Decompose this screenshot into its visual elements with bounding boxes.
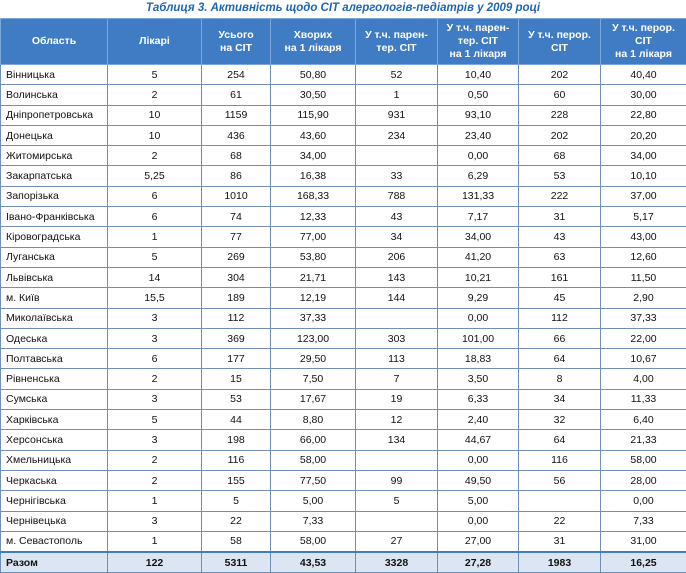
parenteral-sit-cell: 34 xyxy=(356,227,438,247)
region-cell: Хмельницька xyxy=(1,450,108,470)
doctors-cell: 5,25 xyxy=(108,166,202,186)
total-sit-cell: 369 xyxy=(202,328,271,348)
table-row xyxy=(1,450,686,470)
header-oral-sit: У т.ч. перор. СІТ xyxy=(519,19,601,65)
patients-per-doctor-cell: 77,50 xyxy=(271,470,356,490)
total-sit-cell: 74 xyxy=(202,207,271,227)
table-row xyxy=(1,227,686,247)
total-sit-cell: 53 xyxy=(202,389,271,409)
doctors-cell: 10 xyxy=(108,125,202,145)
total-sit-cell: 269 xyxy=(202,247,271,267)
oral-per-doctor-cell: 30,00 xyxy=(601,85,686,105)
total-sit-cell: 116 xyxy=(202,450,271,470)
table-row xyxy=(1,531,686,552)
doctors-cell: 2 xyxy=(108,369,202,389)
region-cell: Львівська xyxy=(1,267,108,287)
patients-per-doctor-cell: 21,71 xyxy=(271,267,356,287)
region-cell: Вінницька xyxy=(1,65,108,85)
total-sit-cell: 44 xyxy=(202,410,271,430)
region-cell: м. Київ xyxy=(1,288,108,308)
doctors-cell: 2 xyxy=(108,85,202,105)
parenteral-sit-cell: 5 xyxy=(356,491,438,511)
total-cell: 43,53 xyxy=(271,552,356,573)
table-row xyxy=(1,349,686,369)
header-row xyxy=(1,19,686,65)
region-cell: Харківська xyxy=(1,410,108,430)
parenteral-sit-cell: 27 xyxy=(356,531,438,552)
total-sit-cell: 1159 xyxy=(202,105,271,125)
doctors-cell: 2 xyxy=(108,450,202,470)
region-cell: Житомирська xyxy=(1,146,108,166)
parenteral-sit-cell xyxy=(356,450,438,470)
oral-per-doctor-cell: 31,00 xyxy=(601,531,686,552)
doctors-cell: 6 xyxy=(108,207,202,227)
parenteral-per-doctor-cell: 0,00 xyxy=(438,308,519,328)
oral-per-doctor-cell: 37,00 xyxy=(601,186,686,206)
table-row xyxy=(1,308,686,328)
table-row xyxy=(1,410,686,430)
oral-sit-cell: 161 xyxy=(519,267,601,287)
region-cell: Чернівецька xyxy=(1,511,108,531)
table-body xyxy=(1,65,686,553)
table-row xyxy=(1,430,686,450)
patients-per-doctor-cell: 5,00 xyxy=(271,491,356,511)
table-caption: Таблиця 3. Активність щодо СІТ алергологів-педіатрів у 2009 році xyxy=(145,2,541,14)
oral-sit-cell: 45 xyxy=(519,288,601,308)
parenteral-sit-cell: 206 xyxy=(356,247,438,267)
patients-per-doctor-cell: 43,60 xyxy=(271,125,356,145)
parenteral-per-doctor-cell: 101,00 xyxy=(438,328,519,348)
oral-sit-cell: 43 xyxy=(519,227,601,247)
oral-per-doctor-cell: 34,00 xyxy=(601,146,686,166)
region-cell: Закарпатська xyxy=(1,166,108,186)
oral-sit-cell: 222 xyxy=(519,186,601,206)
total-cell: 27,28 xyxy=(438,552,519,573)
header-oral-per-doctor: У т.ч. перор. СІТ на 1 лікаря xyxy=(601,19,686,65)
oral-per-doctor-cell: 40,40 xyxy=(601,65,686,85)
oral-sit-cell: 66 xyxy=(519,328,601,348)
table-row xyxy=(1,65,686,85)
table-row xyxy=(1,267,686,287)
oral-per-doctor-cell: 43,00 xyxy=(601,227,686,247)
region-cell: Кіровоградська xyxy=(1,227,108,247)
oral-per-doctor-cell: 21,33 xyxy=(601,430,686,450)
patients-per-doctor-cell: 7,33 xyxy=(271,511,356,531)
oral-sit-cell: 31 xyxy=(519,207,601,227)
patients-per-doctor-cell: 66,00 xyxy=(271,430,356,450)
parenteral-per-doctor-cell: 3,50 xyxy=(438,369,519,389)
doctors-cell: 6 xyxy=(108,186,202,206)
total-cell: 3328 xyxy=(356,552,438,573)
oral-sit-cell: 228 xyxy=(519,105,601,125)
parenteral-per-doctor-cell: 93,10 xyxy=(438,105,519,125)
table-row xyxy=(1,85,686,105)
parenteral-sit-cell xyxy=(356,146,438,166)
oral-sit-cell: 68 xyxy=(519,146,601,166)
total-cell: 122 xyxy=(108,552,202,573)
parenteral-sit-cell: 1 xyxy=(356,85,438,105)
table-row xyxy=(1,166,686,186)
doctors-cell: 15,5 xyxy=(108,288,202,308)
parenteral-sit-cell: 931 xyxy=(356,105,438,125)
oral-per-doctor-cell: 28,00 xyxy=(601,470,686,490)
parenteral-sit-cell xyxy=(356,511,438,531)
doctors-cell: 5 xyxy=(108,247,202,267)
patients-per-doctor-cell: 12,19 xyxy=(271,288,356,308)
patients-per-doctor-cell: 50,80 xyxy=(271,65,356,85)
region-cell: Чернігівська xyxy=(1,491,108,511)
oral-per-doctor-cell: 10,10 xyxy=(601,166,686,186)
parenteral-per-doctor-cell: 18,83 xyxy=(438,349,519,369)
patients-per-doctor-cell: 37,33 xyxy=(271,308,356,328)
parenteral-sit-cell: 43 xyxy=(356,207,438,227)
oral-sit-cell: 32 xyxy=(519,410,601,430)
parenteral-sit-cell: 7 xyxy=(356,369,438,389)
oral-per-doctor-cell: 22,00 xyxy=(601,328,686,348)
region-cell: Херсонська xyxy=(1,430,108,450)
parenteral-per-doctor-cell: 131,33 xyxy=(438,186,519,206)
oral-sit-cell: 22 xyxy=(519,511,601,531)
region-cell: Черкаська xyxy=(1,470,108,490)
total-label: Разом xyxy=(1,552,108,573)
total-sit-cell: 177 xyxy=(202,349,271,369)
oral-sit-cell: 8 xyxy=(519,369,601,389)
parenteral-per-doctor-cell: 44,67 xyxy=(438,430,519,450)
parenteral-per-doctor-cell: 0,00 xyxy=(438,146,519,166)
parenteral-per-doctor-cell: 0,00 xyxy=(438,511,519,531)
table-row xyxy=(1,328,686,348)
total-sit-cell: 22 xyxy=(202,511,271,531)
parenteral-per-doctor-cell: 49,50 xyxy=(438,470,519,490)
region-cell: Донецька xyxy=(1,125,108,145)
parenteral-sit-cell: 33 xyxy=(356,166,438,186)
parenteral-sit-cell: 234 xyxy=(356,125,438,145)
oral-per-doctor-cell: 6,40 xyxy=(601,410,686,430)
parenteral-sit-cell xyxy=(356,308,438,328)
header-region: Область xyxy=(1,19,108,65)
total-sit-cell: 86 xyxy=(202,166,271,186)
oral-per-doctor-cell: 4,00 xyxy=(601,369,686,389)
parenteral-sit-cell: 99 xyxy=(356,470,438,490)
region-cell: Запорізька xyxy=(1,186,108,206)
oral-per-doctor-cell: 5,17 xyxy=(601,207,686,227)
table-row xyxy=(1,389,686,409)
total-sit-cell: 436 xyxy=(202,125,271,145)
parenteral-per-doctor-cell: 6,29 xyxy=(438,166,519,186)
table-row xyxy=(1,207,686,227)
total-sit-cell: 58 xyxy=(202,531,271,552)
patients-per-doctor-cell: 115,90 xyxy=(271,105,356,125)
patients-per-doctor-cell: 58,00 xyxy=(271,450,356,470)
oral-per-doctor-cell: 11,50 xyxy=(601,267,686,287)
region-cell: Волинська xyxy=(1,85,108,105)
total-sit-cell: 155 xyxy=(202,470,271,490)
total-sit-cell: 77 xyxy=(202,227,271,247)
region-cell: Івано-Франківська xyxy=(1,207,108,227)
patients-per-doctor-cell: 77,00 xyxy=(271,227,356,247)
patients-per-doctor-cell: 53,80 xyxy=(271,247,356,267)
region-cell: Миколаївська xyxy=(1,308,108,328)
doctors-cell: 1 xyxy=(108,491,202,511)
parenteral-per-doctor-cell: 0,50 xyxy=(438,85,519,105)
doctors-cell: 2 xyxy=(108,470,202,490)
doctors-cell: 1 xyxy=(108,531,202,552)
oral-sit-cell: 112 xyxy=(519,308,601,328)
header-doctors: Лікарі xyxy=(108,19,202,65)
patients-per-doctor-cell: 29,50 xyxy=(271,349,356,369)
table-row xyxy=(1,105,686,125)
patients-per-doctor-cell: 17,67 xyxy=(271,389,356,409)
patients-per-doctor-cell: 123,00 xyxy=(271,328,356,348)
total-sit-cell: 198 xyxy=(202,430,271,450)
header-total-sit: Усього на СІТ xyxy=(202,19,271,65)
table-row xyxy=(1,146,686,166)
doctors-cell: 5 xyxy=(108,65,202,85)
patients-per-doctor-cell: 58,00 xyxy=(271,531,356,552)
total-sit-cell: 61 xyxy=(202,85,271,105)
parenteral-per-doctor-cell: 5,00 xyxy=(438,491,519,511)
header-parenteral-sit: У т.ч. парен- тер. СІТ xyxy=(356,19,438,65)
oral-per-doctor-cell: 11,33 xyxy=(601,389,686,409)
patients-per-doctor-cell: 7,50 xyxy=(271,369,356,389)
doctors-cell: 10 xyxy=(108,105,202,125)
doctors-cell: 3 xyxy=(108,308,202,328)
region-cell: Рівненська xyxy=(1,369,108,389)
oral-sit-cell: 63 xyxy=(519,247,601,267)
total-sit-cell: 112 xyxy=(202,308,271,328)
oral-per-doctor-cell: 7,33 xyxy=(601,511,686,531)
parenteral-sit-cell: 19 xyxy=(356,389,438,409)
oral-sit-cell: 116 xyxy=(519,450,601,470)
total-cell: 16,25 xyxy=(601,552,686,573)
parenteral-per-doctor-cell: 34,00 xyxy=(438,227,519,247)
oral-per-doctor-cell: 58,00 xyxy=(601,450,686,470)
oral-per-doctor-cell: 22,80 xyxy=(601,105,686,125)
doctors-cell: 6 xyxy=(108,349,202,369)
region-cell: Полтавська xyxy=(1,349,108,369)
total-cell: 1983 xyxy=(519,552,601,573)
table-row xyxy=(1,511,686,531)
parenteral-per-doctor-cell: 9,29 xyxy=(438,288,519,308)
header-parenteral-per-doctor: У т.ч. парен- тер. СІТ на 1 лікаря xyxy=(438,19,519,65)
doctors-cell: 2 xyxy=(108,146,202,166)
table-row xyxy=(1,369,686,389)
doctors-cell: 3 xyxy=(108,511,202,531)
patients-per-doctor-cell: 34,00 xyxy=(271,146,356,166)
oral-sit-cell: 64 xyxy=(519,349,601,369)
parenteral-sit-cell: 12 xyxy=(356,410,438,430)
table-row xyxy=(1,288,686,308)
parenteral-per-doctor-cell: 7,17 xyxy=(438,207,519,227)
parenteral-per-doctor-cell: 6,33 xyxy=(438,389,519,409)
table-row xyxy=(1,491,686,511)
total-sit-cell: 1010 xyxy=(202,186,271,206)
patients-per-doctor-cell: 8,80 xyxy=(271,410,356,430)
oral-sit-cell: 34 xyxy=(519,389,601,409)
doctors-cell: 3 xyxy=(108,389,202,409)
parenteral-per-doctor-cell: 2,40 xyxy=(438,410,519,430)
oral-sit-cell: 202 xyxy=(519,125,601,145)
parenteral-sit-cell: 303 xyxy=(356,328,438,348)
oral-per-doctor-cell: 0,00 xyxy=(601,491,686,511)
oral-sit-cell: 202 xyxy=(519,65,601,85)
doctors-cell: 5 xyxy=(108,410,202,430)
patients-per-doctor-cell: 12,33 xyxy=(271,207,356,227)
oral-per-doctor-cell: 10,67 xyxy=(601,349,686,369)
total-sit-cell: 254 xyxy=(202,65,271,85)
region-cell: Сумська xyxy=(1,389,108,409)
doctors-cell: 1 xyxy=(108,227,202,247)
parenteral-per-doctor-cell: 41,20 xyxy=(438,247,519,267)
table-row xyxy=(1,125,686,145)
region-cell: Дніпропетровська xyxy=(1,105,108,125)
oral-per-doctor-cell: 2,90 xyxy=(601,288,686,308)
parenteral-sit-cell: 788 xyxy=(356,186,438,206)
parenteral-per-doctor-cell: 10,40 xyxy=(438,65,519,85)
table-row xyxy=(1,247,686,267)
oral-per-doctor-cell: 20,20 xyxy=(601,125,686,145)
table-row xyxy=(1,470,686,490)
doctors-cell: 3 xyxy=(108,430,202,450)
sit-activity-table xyxy=(0,18,686,573)
patients-per-doctor-cell: 168,33 xyxy=(271,186,356,206)
patients-per-doctor-cell: 30,50 xyxy=(271,85,356,105)
parenteral-sit-cell: 113 xyxy=(356,349,438,369)
oral-sit-cell: 53 xyxy=(519,166,601,186)
parenteral-per-doctor-cell: 0,00 xyxy=(438,450,519,470)
region-cell: м. Севастополь xyxy=(1,531,108,552)
oral-per-doctor-cell: 37,33 xyxy=(601,308,686,328)
oral-sit-cell: 60 xyxy=(519,85,601,105)
parenteral-per-doctor-cell: 23,40 xyxy=(438,125,519,145)
total-sit-cell: 68 xyxy=(202,146,271,166)
total-row xyxy=(1,552,686,573)
oral-sit-cell: 31 xyxy=(519,531,601,552)
doctors-cell: 14 xyxy=(108,267,202,287)
parenteral-sit-cell: 144 xyxy=(356,288,438,308)
parenteral-sit-cell: 134 xyxy=(356,430,438,450)
parenteral-per-doctor-cell: 10,21 xyxy=(438,267,519,287)
oral-sit-cell xyxy=(519,491,601,511)
oral-per-doctor-cell: 12,60 xyxy=(601,247,686,267)
parenteral-per-doctor-cell: 27,00 xyxy=(438,531,519,552)
total-sit-cell: 5 xyxy=(202,491,271,511)
parenteral-sit-cell: 52 xyxy=(356,65,438,85)
oral-sit-cell: 56 xyxy=(519,470,601,490)
doctors-cell: 3 xyxy=(108,328,202,348)
parenteral-sit-cell: 143 xyxy=(356,267,438,287)
region-cell: Луганська xyxy=(1,247,108,267)
patients-per-doctor-cell: 16,38 xyxy=(271,166,356,186)
header-patients-per-doctor: Хворих на 1 лікаря xyxy=(271,19,356,65)
region-cell: Одеська xyxy=(1,328,108,348)
total-sit-cell: 189 xyxy=(202,288,271,308)
total-sit-cell: 304 xyxy=(202,267,271,287)
total-cell: 5311 xyxy=(202,552,271,573)
oral-sit-cell: 64 xyxy=(519,430,601,450)
table-row xyxy=(1,186,686,206)
total-sit-cell: 15 xyxy=(202,369,271,389)
